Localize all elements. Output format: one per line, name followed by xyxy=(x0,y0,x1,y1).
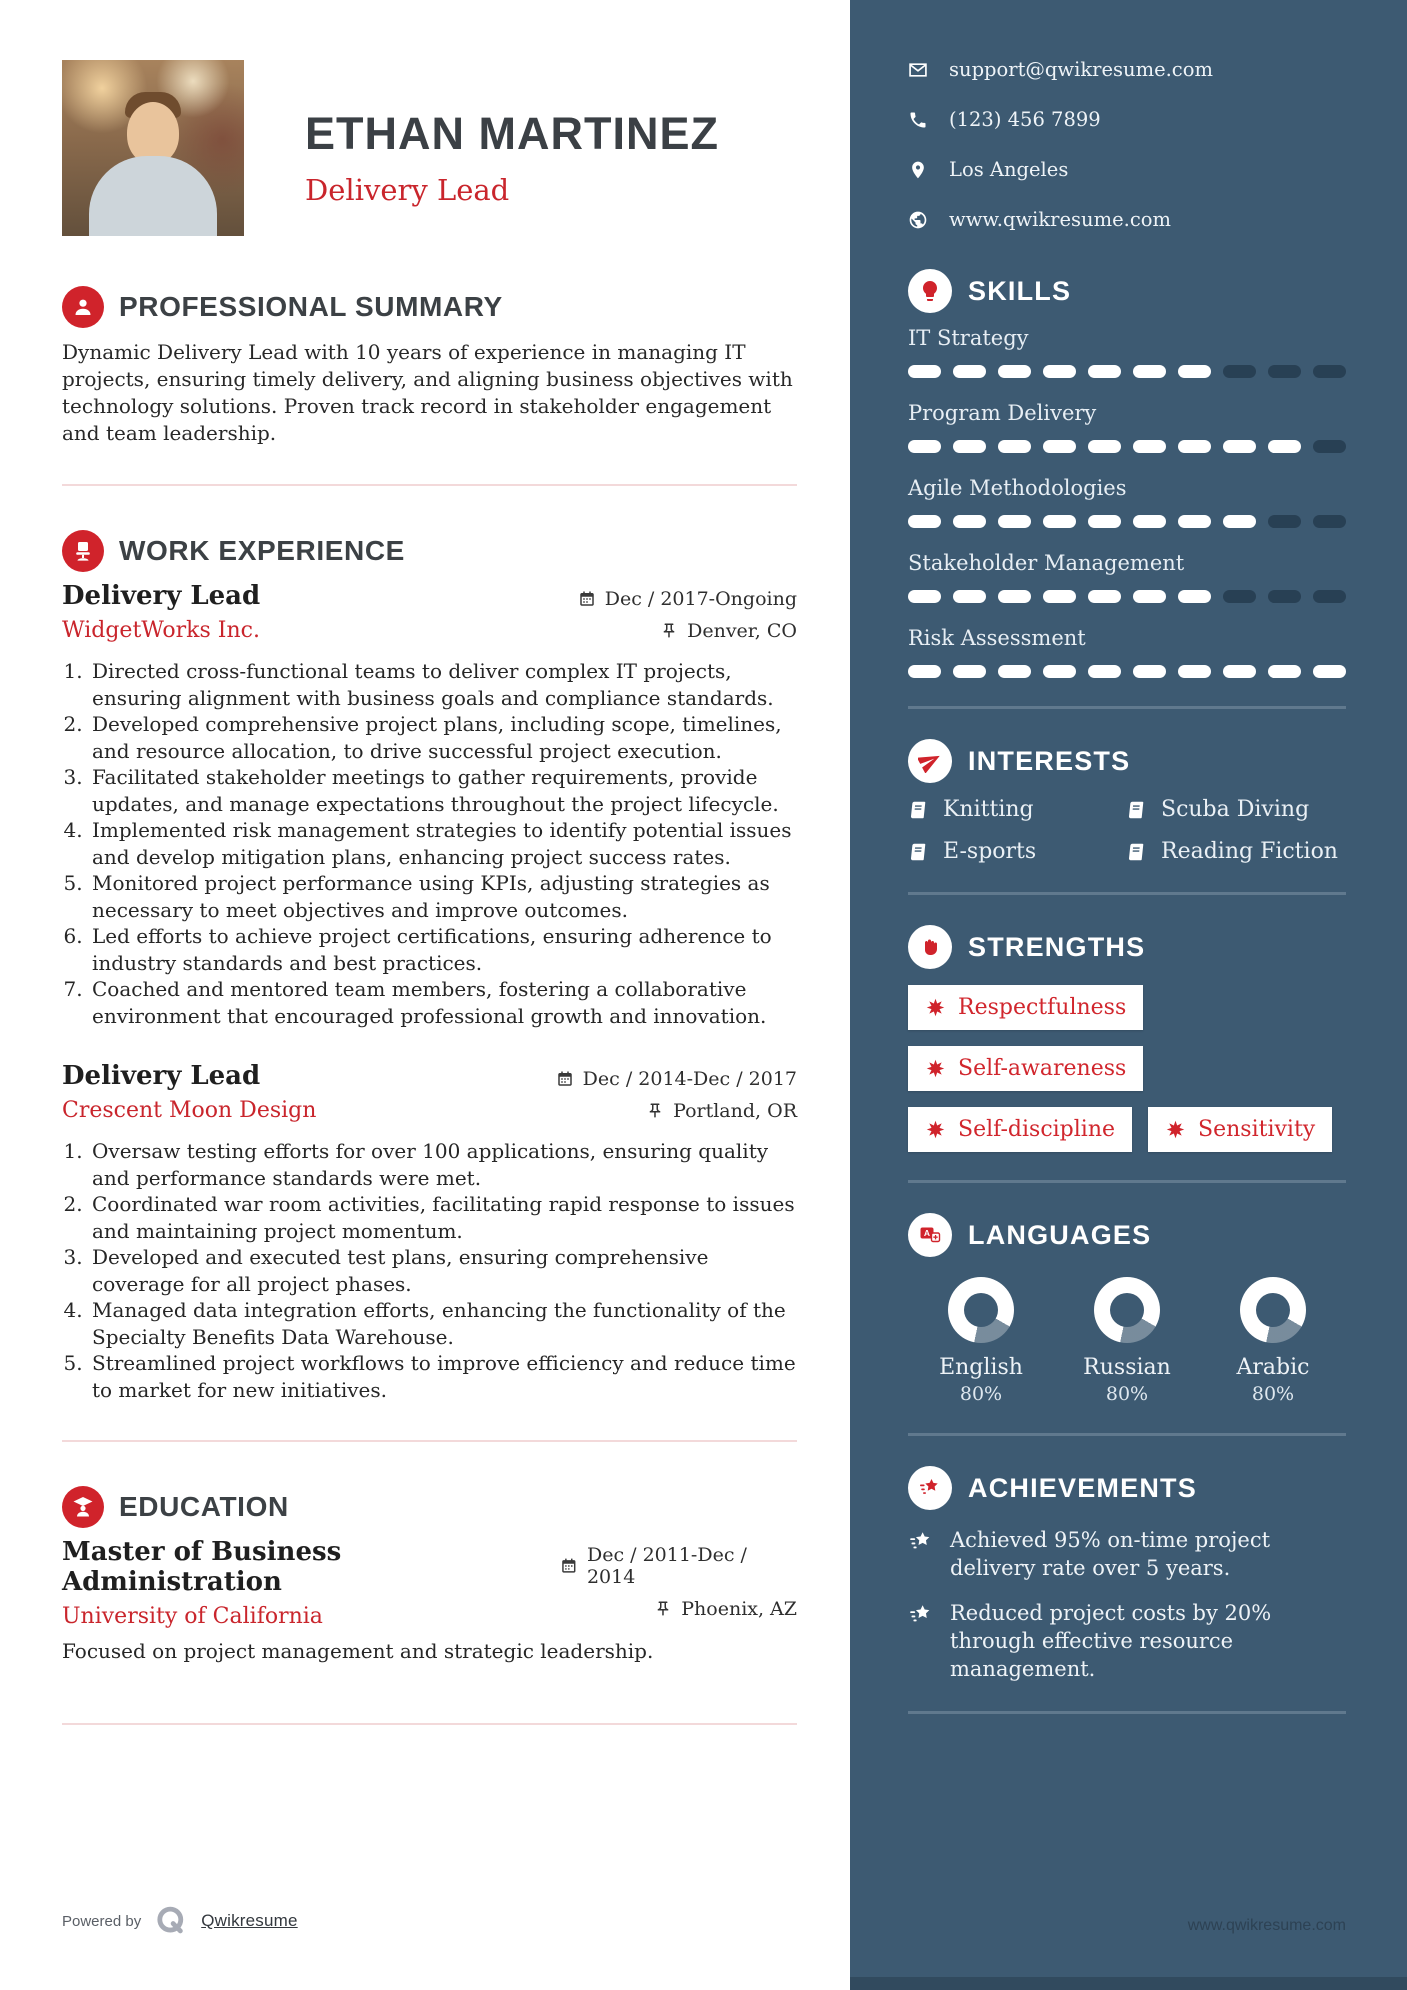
skill-level-bar xyxy=(908,515,1346,528)
language-donut-chart xyxy=(1240,1277,1306,1343)
education-degree: Master of Business Administration xyxy=(62,1537,342,1597)
job-title: Delivery Lead xyxy=(62,581,261,611)
sidebar-divider xyxy=(908,1180,1346,1183)
bullet: 3. Developed and executed test plans, ensuring comprehensive coverage for all project phases. xyxy=(89,1244,797,1297)
calendar-icon xyxy=(578,590,596,608)
achievement-item xyxy=(908,1599,1346,1683)
skills-list xyxy=(908,323,1346,678)
language-name: Russian xyxy=(1083,1355,1171,1380)
powered-by-label: Powered by xyxy=(62,1912,142,1930)
summary-section-head xyxy=(62,286,797,328)
achievements-section xyxy=(908,1466,1346,1683)
globe-icon xyxy=(908,210,928,230)
bullet: 5. Streamlined project workflows to improve efficiency and reduce time to market for new initiatives. xyxy=(89,1350,797,1403)
starburst-icon xyxy=(1165,1119,1186,1140)
contact-email-row[interactable] xyxy=(908,58,1346,81)
person-icon xyxy=(62,286,104,328)
job-location-row xyxy=(660,620,797,642)
achievements-list xyxy=(908,1526,1346,1683)
location-icon xyxy=(908,160,928,180)
language-name: Arabic xyxy=(1236,1355,1310,1380)
book-icon xyxy=(907,799,931,821)
job-title-block xyxy=(62,1061,316,1123)
job-header xyxy=(62,1061,797,1123)
language-donut-chart xyxy=(1094,1277,1160,1343)
language-percent: 80% xyxy=(1251,1383,1295,1405)
education-school: University of California xyxy=(62,1604,323,1629)
shooting-star-icon xyxy=(908,1529,934,1555)
education-location: Phoenix, AZ xyxy=(681,1598,797,1620)
language-item xyxy=(908,1277,1054,1405)
skill-name: Stakeholder Management xyxy=(908,551,1185,575)
contact-location-row xyxy=(908,158,1346,181)
job-meta xyxy=(556,1061,797,1123)
pushpin-icon xyxy=(646,1102,664,1120)
interest-item xyxy=(1126,839,1346,864)
bullet: 2. Developed comprehensive project plans, including scope, timelines, and resource allocation, to drive successful project execution. xyxy=(89,711,797,764)
interests-grid xyxy=(908,797,1346,864)
graduate-icon xyxy=(62,1486,104,1528)
shooting-star-icon xyxy=(908,1466,952,1510)
language-donut-chart xyxy=(948,1277,1014,1343)
office-chair-icon xyxy=(62,530,104,572)
language-percent: 80% xyxy=(1105,1383,1149,1405)
interests-heading: INTERESTS xyxy=(968,745,1131,776)
skill-item xyxy=(908,398,1346,453)
bullet: 4. Implemented risk management strategies to identify potential issues and develop mitigation plans, enhancing project success rates. xyxy=(89,817,797,870)
summary-text: Dynamic Delivery Lead with 10 years of experience in managing IT projects, ensuring timely delivery, and aligning business objectives with technology solutions. Proven track record in stakeholder engagement and team leadership. xyxy=(62,340,793,445)
skill-item xyxy=(908,548,1346,603)
achievement-item xyxy=(908,1526,1346,1582)
strength-badge xyxy=(908,1107,1132,1152)
language-name: English xyxy=(939,1355,1023,1380)
work-section-head xyxy=(62,530,797,572)
interest-label: Knitting xyxy=(943,797,1034,822)
languages-section-head xyxy=(908,1213,1346,1257)
skill-level-bar xyxy=(908,365,1346,378)
interests-section xyxy=(908,739,1346,864)
contact-email: support@qwikresume.com xyxy=(949,58,1213,81)
translate-icon xyxy=(908,1213,952,1257)
shooting-star-icon xyxy=(908,1602,934,1628)
education-header xyxy=(62,1537,797,1629)
svg-text:A: A xyxy=(923,1228,931,1238)
sidebar xyxy=(850,0,1407,1990)
job-meta xyxy=(578,581,797,643)
skill-level-bar xyxy=(908,665,1346,678)
skill-level-bar xyxy=(908,590,1346,603)
skills-heading: SKILLS xyxy=(968,275,1072,306)
education-meta xyxy=(560,1537,797,1629)
contact-website-row[interactable] xyxy=(908,208,1346,231)
job-date: Dec / 2014-Dec / 2017 xyxy=(582,1068,797,1090)
book-icon xyxy=(1125,841,1149,863)
starburst-icon xyxy=(925,997,946,1018)
email-icon xyxy=(908,60,928,80)
starburst-icon xyxy=(925,1119,946,1140)
languages-row xyxy=(908,1277,1346,1405)
education-section-head xyxy=(62,1486,797,1528)
job-title-block xyxy=(62,581,260,643)
job-date: Dec / 2017-Ongoing xyxy=(604,588,797,610)
qwikresume-logo-icon xyxy=(154,1904,188,1938)
education-note: Focused on project management and strategic leadership. xyxy=(62,1639,654,1663)
photo-person-suit xyxy=(89,156,217,236)
contact-location: Los Angeles xyxy=(949,158,1069,181)
strength-label: Sensitivity xyxy=(1198,1117,1316,1142)
divider xyxy=(62,484,797,486)
watermark-url[interactable]: www.qwikresume.com xyxy=(1187,1917,1346,1934)
calendar-icon xyxy=(560,1557,578,1575)
contact-website: www.qwikresume.com xyxy=(949,208,1171,231)
footer xyxy=(62,1904,298,1938)
interest-item xyxy=(908,839,1126,864)
strength-label: Self-awareness xyxy=(958,1056,1127,1081)
achievements-heading: ACHIEVEMENTS xyxy=(968,1472,1197,1503)
education-location-row xyxy=(654,1598,797,1620)
skill-name: Agile Methodologies xyxy=(908,476,1127,500)
bullet: 2. Coordinated war room activities, facilitating rapid response to issues and maintaining project momentum. xyxy=(89,1191,797,1244)
bullet: 5. Monitored project performance using KPIs, adjusting strategies as necessary to meet objectives and improve outcomes. xyxy=(89,870,797,923)
profile-photo xyxy=(62,60,244,236)
education-heading: EDUCATION xyxy=(119,1491,289,1522)
header-text xyxy=(305,108,719,207)
contact-phone: (123) 456 7899 xyxy=(949,108,1101,131)
qwikresume-link[interactable]: Qwikresume xyxy=(201,1911,298,1930)
candidate-name: ETHAN MARTINEZ xyxy=(305,108,719,159)
skill-item xyxy=(908,623,1346,678)
sidebar-divider xyxy=(908,1433,1346,1436)
skill-name: Program Delivery xyxy=(908,401,1097,425)
candidate-title: Delivery Lead xyxy=(305,173,510,207)
bullet: 1. Oversaw testing efforts for over 100 applications, ensuring quality and performance standards were met. xyxy=(89,1138,797,1191)
sidebar-divider xyxy=(908,706,1346,709)
pushpin-icon xyxy=(654,1600,672,1618)
interests-section-head xyxy=(908,739,1346,783)
photo-person-head xyxy=(127,102,179,164)
interest-item xyxy=(1126,797,1346,822)
fist-icon xyxy=(908,925,952,969)
achievement-text: Reduced project costs by 20% through effective resource management. xyxy=(950,1601,1272,1681)
interest-label: Scuba Diving xyxy=(1161,797,1310,822)
work-heading: WORK EXPERIENCE xyxy=(119,535,405,566)
strength-label: Self-discipline xyxy=(958,1117,1116,1142)
skills-section xyxy=(908,269,1346,678)
strengths-section-head xyxy=(908,925,1346,969)
job-bullets xyxy=(62,1138,797,1403)
bullet: 4. Managed data integration efforts, enhancing the functionality of the Specialty Benefits Data Warehouse. xyxy=(89,1297,797,1350)
skill-item xyxy=(908,473,1346,528)
strength-label: Respectfulness xyxy=(958,995,1127,1020)
job-location: Denver, CO xyxy=(687,620,797,642)
job-location: Portland, OR xyxy=(673,1100,797,1122)
strengths-heading: STRENGTHS xyxy=(968,931,1146,962)
sidebar-divider xyxy=(908,892,1346,895)
lightbulb-icon xyxy=(908,269,952,313)
divider xyxy=(62,1723,797,1725)
job-location-row xyxy=(646,1100,797,1122)
book-icon xyxy=(1125,799,1149,821)
book-icon xyxy=(907,841,931,863)
starburst-icon xyxy=(925,1058,946,1079)
skill-name: Risk Assessment xyxy=(908,626,1086,650)
bullet: 1. Directed cross-functional teams to deliver complex IT projects, ensuring alignment with business goals and compliance standards. xyxy=(89,658,797,711)
calendar-icon xyxy=(556,1070,574,1088)
pushpin-icon xyxy=(660,622,678,640)
summary-heading: PROFESSIONAL SUMMARY xyxy=(119,291,503,322)
languages-heading: LANGUAGES xyxy=(968,1219,1152,1250)
paper-plane-icon xyxy=(908,739,952,783)
skill-item xyxy=(908,323,1346,378)
divider xyxy=(62,1440,797,1442)
skill-level-bar xyxy=(908,440,1346,453)
job-header xyxy=(62,581,797,643)
strength-badge xyxy=(1148,1107,1332,1152)
interest-label: Reading Fiction xyxy=(1161,839,1338,864)
bullet: 6. Led efforts to achieve project certifications, ensuring adherence to industry standards and best practices. xyxy=(89,923,797,976)
interest-item xyxy=(908,797,1126,822)
achievements-section-head xyxy=(908,1466,1346,1510)
bullet: 7. Coached and mentored team members, fostering a collaborative environment that encouraged professional growth and innovation. xyxy=(89,976,797,1029)
languages-section xyxy=(908,1213,1346,1405)
job-company: WidgetWorks Inc. xyxy=(62,618,260,643)
job-company: Crescent Moon Design xyxy=(62,1098,317,1123)
education-title-block xyxy=(62,1537,560,1629)
job-date-row xyxy=(556,1068,797,1090)
strength-badge xyxy=(908,1046,1143,1091)
strengths-section xyxy=(908,925,1346,1152)
bullet: 3. Facilitated stakeholder meetings to gather requirements, provide updates, and manage expectations throughout the project lifecycle. xyxy=(89,764,797,817)
interest-label: E-sports xyxy=(943,839,1037,864)
phone-icon xyxy=(908,110,928,130)
language-item xyxy=(1054,1277,1200,1405)
resume-header xyxy=(62,60,797,236)
education-date: Dec / 2011-Dec / 2014 xyxy=(586,1544,747,1588)
strength-badge xyxy=(908,985,1143,1030)
language-item xyxy=(1200,1277,1346,1405)
skills-section-head xyxy=(908,269,1346,313)
contact-phone-row xyxy=(908,108,1346,131)
education-date-row xyxy=(560,1544,797,1588)
skill-name: IT Strategy xyxy=(908,326,1029,350)
achievement-text: Achieved 95% on-time project delivery rate over 5 years. xyxy=(950,1528,1271,1580)
strengths-grid xyxy=(908,985,1346,1152)
job-date-row xyxy=(578,588,797,610)
job-title: Delivery Lead xyxy=(62,1061,261,1091)
language-percent: 80% xyxy=(959,1383,1003,1405)
sidebar-divider xyxy=(908,1711,1346,1714)
job-bullets xyxy=(62,658,797,1029)
